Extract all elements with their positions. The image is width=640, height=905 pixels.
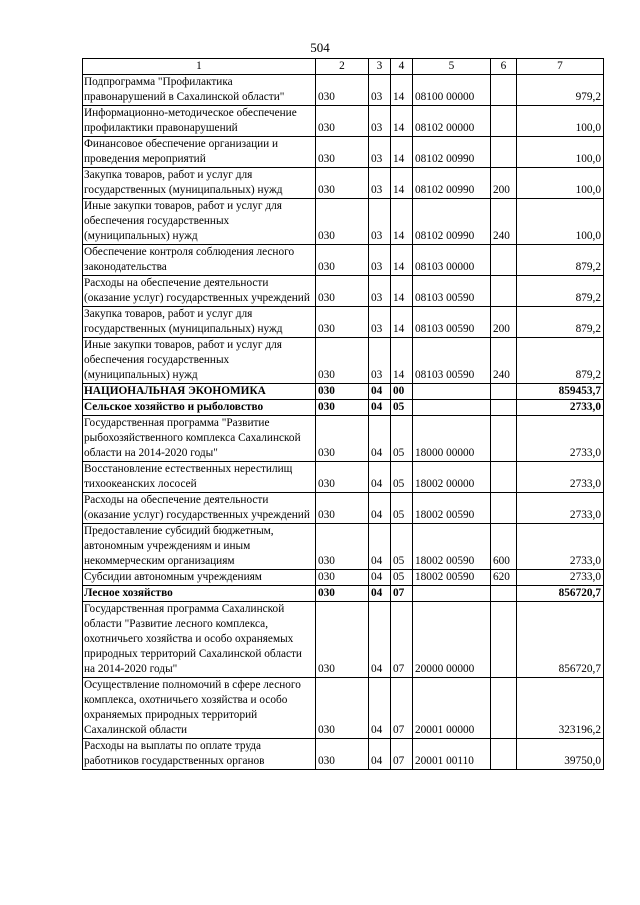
target-article-cell: 08103 00590 (413, 276, 491, 307)
row-name-cell: Обеспечение контроля соблюдения лесного законодательства (83, 245, 316, 276)
amount-cell: 2733,0 (517, 416, 604, 462)
row-name-cell: НАЦИОНАЛЬНАЯ ЭКОНОМИКА (83, 384, 316, 400)
amount-cell: 979,2 (517, 75, 604, 106)
section-cell: 04 (369, 400, 391, 416)
row-name-cell: Закупка товаров, работ и услуг для государственных (муниципальных) нужд (83, 307, 316, 338)
table-row (83, 462, 604, 493)
section-cell: 04 (369, 602, 391, 678)
subsection-cell: 14 (391, 245, 413, 276)
subsection-cell: 07 (391, 586, 413, 602)
table-row (83, 678, 604, 739)
ministry-code-cell: 030 (316, 307, 369, 338)
expense-type-cell (491, 137, 517, 168)
target-article-cell: 18002 00590 (413, 524, 491, 570)
expense-type-cell (491, 106, 517, 137)
ministry-code-cell: 030 (316, 137, 369, 168)
row-name-cell: Осуществление полномочий в сфере лесного комплекса, охотничьего хозяйства и особо охраняемых природных территорий Сахалинской области (83, 678, 316, 739)
target-article-cell: 18002 00000 (413, 462, 491, 493)
page-number: 504 (310, 40, 330, 55)
amount-cell: 2733,0 (517, 524, 604, 570)
expense-type-cell (491, 739, 517, 770)
ministry-code-cell: 030 (316, 199, 369, 245)
table-row (83, 384, 604, 400)
target-article-cell: 08102 00000 (413, 106, 491, 137)
amount-cell: 879,2 (517, 307, 604, 338)
section-cell: 03 (369, 106, 391, 137)
expense-type-cell (491, 678, 517, 739)
target-article-cell: 18002 00590 (413, 570, 491, 586)
expense-type-cell (491, 75, 517, 106)
expense-type-cell: 620 (491, 570, 517, 586)
expense-type-cell (491, 462, 517, 493)
target-article-cell: 08102 00990 (413, 168, 491, 199)
table-row (83, 75, 604, 106)
section-cell: 03 (369, 307, 391, 338)
expense-type-cell: 200 (491, 307, 517, 338)
subsection-cell: 14 (391, 338, 413, 384)
ministry-code-cell: 030 (316, 168, 369, 199)
section-cell: 03 (369, 168, 391, 199)
expense-type-cell: 240 (491, 338, 517, 384)
section-cell: 04 (369, 678, 391, 739)
amount-cell: 856720,7 (517, 586, 604, 602)
target-article-cell: 20001 00000 (413, 678, 491, 739)
budget-table (82, 58, 604, 770)
section-cell: 03 (369, 276, 391, 307)
amount-cell: 879,2 (517, 276, 604, 307)
section-cell: 03 (369, 338, 391, 384)
header-cell: 4 (391, 59, 413, 75)
expense-type-cell (491, 416, 517, 462)
table-row (83, 602, 604, 678)
section-cell: 03 (369, 199, 391, 245)
row-name-cell: Государственная программа Сахалинской области "Развитие лесного комплекса, охотничьего хозяйства и особо охраняемых природных территорий Сахалинской области на 2014-2020 годы" (83, 602, 316, 678)
ministry-code-cell: 030 (316, 338, 369, 384)
row-name-cell: Расходы на выплаты по оплате труда работников государственных органов (83, 739, 316, 770)
amount-cell: 2733,0 (517, 493, 604, 524)
amount-cell: 859453,7 (517, 384, 604, 400)
table-row (83, 168, 604, 199)
row-name-cell: Закупка товаров, работ и услуг для государственных (муниципальных) нужд (83, 168, 316, 199)
header-cell: 3 (369, 59, 391, 75)
row-name-cell: Финансовое обеспечение организации и проведения мероприятий (83, 137, 316, 168)
row-name-cell: Лесное хозяйство (83, 586, 316, 602)
ministry-code-cell: 030 (316, 678, 369, 739)
target-article-cell (413, 400, 491, 416)
amount-cell: 879,2 (517, 338, 604, 384)
header-cell: 7 (517, 59, 604, 75)
expense-type-cell: 200 (491, 168, 517, 199)
amount-cell: 856720,7 (517, 602, 604, 678)
ministry-code-cell: 030 (316, 400, 369, 416)
table-row (83, 276, 604, 307)
expense-type-cell: 600 (491, 524, 517, 570)
target-article-cell: 08103 00590 (413, 307, 491, 338)
target-article-cell (413, 586, 491, 602)
amount-cell: 2733,0 (517, 462, 604, 493)
subsection-cell: 14 (391, 137, 413, 168)
table-row (83, 106, 604, 137)
subsection-cell: 14 (391, 75, 413, 106)
target-article-cell: 20001 00110 (413, 739, 491, 770)
subsection-cell: 00 (391, 384, 413, 400)
table-row (83, 199, 604, 245)
section-cell: 03 (369, 137, 391, 168)
expense-type-cell (491, 602, 517, 678)
target-article-cell (413, 384, 491, 400)
table-row (83, 137, 604, 168)
table-row (83, 493, 604, 524)
amount-cell: 100,0 (517, 168, 604, 199)
table-row (83, 416, 604, 462)
ministry-code-cell: 030 (316, 106, 369, 137)
row-name-cell: Информационно-методическое обеспечение профилактики правонарушений (83, 106, 316, 137)
ministry-code-cell: 030 (316, 493, 369, 524)
target-article-cell: 08102 00990 (413, 137, 491, 168)
amount-cell: 100,0 (517, 199, 604, 245)
ministry-code-cell: 030 (316, 276, 369, 307)
target-article-cell: 18002 00590 (413, 493, 491, 524)
subsection-cell: 05 (391, 493, 413, 524)
row-name-cell: Восстановление естественных нерестилищ тихоокеанских лососей (83, 462, 316, 493)
subsection-cell: 05 (391, 400, 413, 416)
ministry-code-cell: 030 (316, 524, 369, 570)
subsection-cell: 05 (391, 416, 413, 462)
ministry-code-cell: 030 (316, 416, 369, 462)
amount-cell: 323196,2 (517, 678, 604, 739)
subsection-cell: 07 (391, 602, 413, 678)
section-cell: 03 (369, 245, 391, 276)
row-name-cell: Расходы на обеспечение деятельности (оказание услуг) государственных учреждений (83, 493, 316, 524)
subsection-cell: 14 (391, 307, 413, 338)
ministry-code-cell: 030 (316, 602, 369, 678)
section-cell: 04 (369, 384, 391, 400)
expense-type-cell (491, 493, 517, 524)
amount-cell: 39750,0 (517, 739, 604, 770)
table-row (83, 307, 604, 338)
ministry-code-cell: 030 (316, 739, 369, 770)
table-row (83, 586, 604, 602)
row-name-cell: Предоставление субсидий бюджетным, автономным учреждениям и иным некоммерческим организациям (83, 524, 316, 570)
subsection-cell: 05 (391, 462, 413, 493)
expense-type-cell (491, 586, 517, 602)
target-article-cell: 08103 00590 (413, 338, 491, 384)
subsection-cell: 07 (391, 678, 413, 739)
subsection-cell: 05 (391, 524, 413, 570)
amount-cell: 100,0 (517, 106, 604, 137)
header-cell: 6 (491, 59, 517, 75)
target-article-cell: 08102 00990 (413, 199, 491, 245)
section-cell: 04 (369, 586, 391, 602)
target-article-cell: 18000 00000 (413, 416, 491, 462)
ministry-code-cell: 030 (316, 570, 369, 586)
expense-type-cell: 240 (491, 199, 517, 245)
row-name-cell: Подпрограмма "Профилактика правонарушений в Сахалинской области" (83, 75, 316, 106)
section-cell: 04 (369, 570, 391, 586)
subsection-cell: 14 (391, 106, 413, 137)
section-cell: 04 (369, 739, 391, 770)
ministry-code-cell: 030 (316, 462, 369, 493)
section-cell: 04 (369, 493, 391, 524)
ministry-code-cell: 030 (316, 245, 369, 276)
header-cell: 2 (316, 59, 369, 75)
section-cell: 04 (369, 416, 391, 462)
subsection-cell: 14 (391, 199, 413, 245)
target-article-cell: 20000 00000 (413, 602, 491, 678)
table-header-row (83, 59, 604, 75)
target-article-cell: 08100 00000 (413, 75, 491, 106)
row-name-cell: Иные закупки товаров, работ и услуг для обеспечения государственных (муниципальных) нужд (83, 338, 316, 384)
ministry-code-cell: 030 (316, 384, 369, 400)
header-cell: 1 (83, 59, 316, 75)
table-row (83, 338, 604, 384)
expense-type-cell (491, 400, 517, 416)
table-row (83, 739, 604, 770)
row-name-cell: Сельское хозяйство и рыболовство (83, 400, 316, 416)
ministry-code-cell: 030 (316, 75, 369, 106)
table-row (83, 570, 604, 586)
subsection-cell: 14 (391, 168, 413, 199)
amount-cell: 879,2 (517, 245, 604, 276)
section-cell: 04 (369, 524, 391, 570)
subsection-cell: 14 (391, 276, 413, 307)
amount-cell: 2733,0 (517, 400, 604, 416)
target-article-cell: 08103 00000 (413, 245, 491, 276)
subsection-cell: 05 (391, 570, 413, 586)
row-name-cell: Иные закупки товаров, работ и услуг для обеспечения государственных (муниципальных) нужд (83, 199, 316, 245)
row-name-cell: Субсидии автономным учреждениям (83, 570, 316, 586)
section-cell: 03 (369, 75, 391, 106)
expense-type-cell (491, 384, 517, 400)
amount-cell: 100,0 (517, 137, 604, 168)
section-cell: 04 (369, 462, 391, 493)
header-cell: 5 (413, 59, 491, 75)
expense-type-cell (491, 245, 517, 276)
row-name-cell: Расходы на обеспечение деятельности (оказание услуг) государственных учреждений (83, 276, 316, 307)
row-name-cell: Государственная программа "Развитие рыбохозяйственного комплекса Сахалинской области на 2014-2020 годы" (83, 416, 316, 462)
subsection-cell: 07 (391, 739, 413, 770)
table-row (83, 245, 604, 276)
table-row (83, 524, 604, 570)
table-row (83, 400, 604, 416)
ministry-code-cell: 030 (316, 586, 369, 602)
expense-type-cell (491, 276, 517, 307)
amount-cell: 2733,0 (517, 570, 604, 586)
